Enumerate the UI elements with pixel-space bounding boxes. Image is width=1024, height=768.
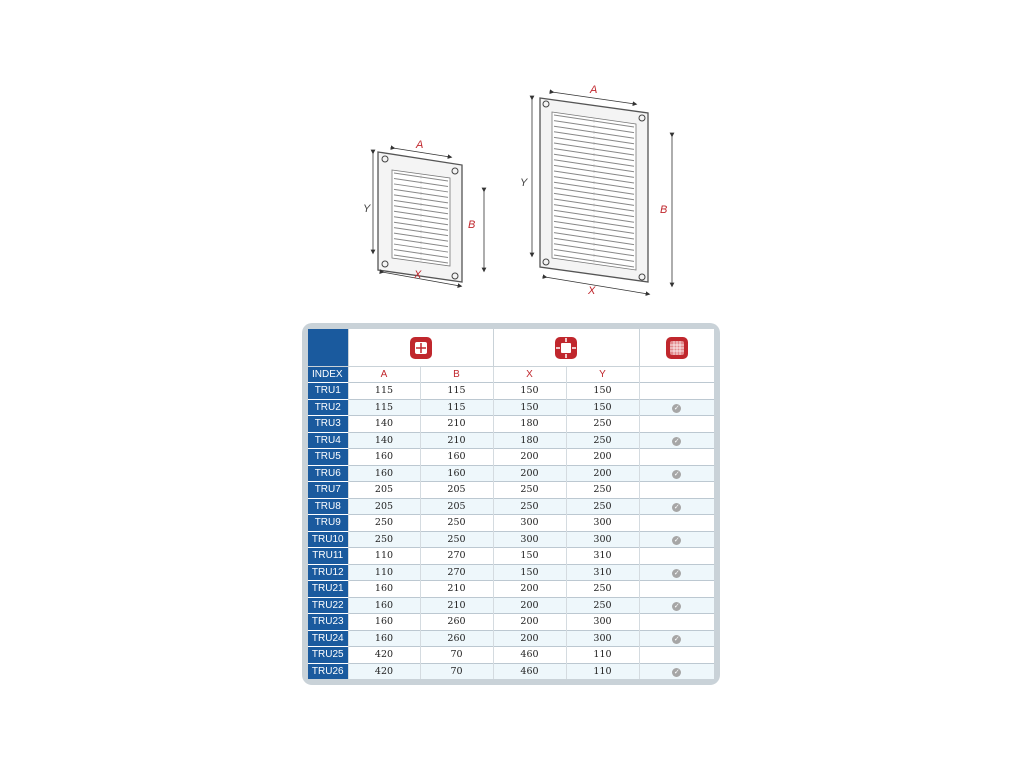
small-dim-x-label: X	[414, 269, 422, 281]
dim-x-cell: 200	[493, 465, 566, 482]
dim-b-cell: 115	[420, 383, 493, 400]
dim-x-cell: 200	[493, 449, 566, 466]
dim-b-cell: 210	[420, 581, 493, 598]
table-row	[308, 465, 714, 482]
table-row	[308, 416, 714, 433]
dim-y-cell: 250	[566, 597, 639, 614]
mesh-cell	[639, 416, 714, 433]
dim-a-cell: 420	[348, 663, 420, 679]
dim-y-cell: 250	[566, 482, 639, 499]
dim-y-cell: 110	[566, 647, 639, 664]
row-index-cell: TRU1	[308, 383, 348, 400]
dim-b-cell: 70	[420, 647, 493, 664]
mesh-icon	[666, 337, 688, 359]
index-corner-cell	[308, 329, 348, 367]
header-index: INDEX	[308, 367, 348, 383]
row-index-cell: TRU3	[308, 416, 348, 433]
dim-b-cell: 260	[420, 614, 493, 631]
large-grille-drawing	[520, 84, 672, 297]
dim-a-cell: 160	[348, 581, 420, 598]
vent-grille-drawings	[0, 0, 1024, 320]
small-dim-b-label: B	[468, 219, 476, 231]
table-row	[308, 548, 714, 565]
dim-b-cell: 160	[420, 449, 493, 466]
dim-a-cell: 110	[348, 548, 420, 565]
dim-y-cell: 300	[566, 630, 639, 647]
table-row	[308, 564, 714, 581]
mesh-cell	[639, 432, 714, 449]
check-icon: ✓	[673, 535, 680, 544]
row-index-cell: TRU8	[308, 498, 348, 515]
mesh-cell	[639, 581, 714, 598]
table-row	[308, 449, 714, 466]
dim-b-cell: 205	[420, 482, 493, 499]
specification-table-frame	[302, 323, 720, 685]
row-index-cell: TRU21	[308, 581, 348, 598]
dim-x-cell: 250	[493, 498, 566, 515]
mesh-cell	[639, 597, 714, 614]
mesh-cell	[639, 383, 714, 400]
large-dim-y-label: Y	[520, 177, 528, 189]
dim-b-cell: 270	[420, 548, 493, 565]
dim-b-cell: 210	[420, 432, 493, 449]
dimension-inner-icon	[410, 337, 432, 359]
dim-a-cell: 115	[348, 399, 420, 416]
dim-y-cell: 150	[566, 399, 639, 416]
dim-x-cell: 200	[493, 581, 566, 598]
row-index-cell: TRU6	[308, 465, 348, 482]
header-y: Y	[566, 367, 639, 383]
dim-b-cell: 210	[420, 597, 493, 614]
specification-table	[308, 329, 714, 679]
dim-y-cell: 250	[566, 416, 639, 433]
dim-a-cell: 160	[348, 465, 420, 482]
mesh-cell	[639, 465, 714, 482]
table-row	[308, 663, 714, 679]
table-row	[308, 614, 714, 631]
row-index-cell: TRU22	[308, 597, 348, 614]
mesh-cell	[639, 647, 714, 664]
dim-y-cell: 200	[566, 465, 639, 482]
mesh-cell	[639, 515, 714, 532]
mesh-cell	[639, 564, 714, 581]
header-x: X	[493, 367, 566, 383]
small-grille-drawing	[363, 139, 484, 286]
row-index-cell: TRU23	[308, 614, 348, 631]
dim-x-cell: 460	[493, 663, 566, 679]
check-icon: ✓	[673, 568, 680, 577]
dimension-outer-icon	[555, 337, 577, 359]
header-a: A	[348, 367, 420, 383]
check-icon: ✓	[673, 667, 680, 676]
dim-a-cell: 140	[348, 416, 420, 433]
dim-b-cell: 260	[420, 630, 493, 647]
check-icon: ✓	[673, 502, 680, 511]
dim-b-cell: 115	[420, 399, 493, 416]
dim-a-cell: 250	[348, 515, 420, 532]
dim-a-cell: 160	[348, 449, 420, 466]
row-index-cell: TRU10	[308, 531, 348, 548]
row-index-cell: TRU26	[308, 663, 348, 679]
table-row	[308, 630, 714, 647]
dim-x-cell: 300	[493, 531, 566, 548]
header-b: B	[420, 367, 493, 383]
dim-y-cell: 300	[566, 515, 639, 532]
dim-a-cell: 205	[348, 482, 420, 499]
dim-b-cell: 270	[420, 564, 493, 581]
table-row	[308, 383, 714, 400]
row-index-cell: TRU24	[308, 630, 348, 647]
table-row	[308, 531, 714, 548]
table-row	[308, 432, 714, 449]
row-index-cell: TRU25	[308, 647, 348, 664]
dim-a-cell: 420	[348, 647, 420, 664]
check-icon: ✓	[673, 403, 680, 412]
dim-y-cell: 250	[566, 581, 639, 598]
dim-x-cell: 150	[493, 548, 566, 565]
table-row	[308, 482, 714, 499]
dim-x-cell: 150	[493, 399, 566, 416]
table-row	[308, 581, 714, 598]
mesh-cell	[639, 663, 714, 679]
large-dim-b-label: B	[660, 204, 668, 216]
table-row	[308, 597, 714, 614]
dim-x-cell: 180	[493, 432, 566, 449]
mesh-cell	[639, 449, 714, 466]
dim-b-cell: 210	[420, 416, 493, 433]
dim-x-cell: 200	[493, 597, 566, 614]
row-index-cell: TRU11	[308, 548, 348, 565]
mesh-cell	[639, 531, 714, 548]
large-dim-a-label: A	[590, 84, 598, 96]
header-mesh	[639, 367, 714, 383]
outer-dimension-icon-cell	[493, 329, 639, 367]
dim-y-cell: 310	[566, 548, 639, 565]
dim-x-cell: 200	[493, 630, 566, 647]
dim-b-cell: 250	[420, 515, 493, 532]
dim-x-cell: 250	[493, 482, 566, 499]
dim-x-cell: 150	[493, 383, 566, 400]
table-row	[308, 399, 714, 416]
mesh-cell	[639, 630, 714, 647]
check-icon: ✓	[673, 634, 680, 643]
icon-header-row	[308, 329, 714, 367]
dim-y-cell: 250	[566, 432, 639, 449]
dim-b-cell: 250	[420, 531, 493, 548]
check-icon: ✓	[673, 469, 680, 478]
dim-a-cell: 160	[348, 597, 420, 614]
row-index-cell: TRU9	[308, 515, 348, 532]
dim-x-cell: 180	[493, 416, 566, 433]
small-dim-y-label: Y	[363, 203, 371, 215]
dim-a-cell: 160	[348, 614, 420, 631]
dim-b-cell: 70	[420, 663, 493, 679]
specification-table-inner	[308, 329, 714, 679]
dim-x-cell: 200	[493, 614, 566, 631]
dim-y-cell: 300	[566, 531, 639, 548]
mesh-cell	[639, 548, 714, 565]
mesh-cell	[639, 614, 714, 631]
small-dim-a-label: A	[416, 139, 424, 151]
dim-y-cell: 310	[566, 564, 639, 581]
dim-a-cell: 250	[348, 531, 420, 548]
dim-a-cell: 160	[348, 630, 420, 647]
dim-y-cell: 150	[566, 383, 639, 400]
mesh-cell	[639, 399, 714, 416]
table-row	[308, 647, 714, 664]
dim-a-cell: 140	[348, 432, 420, 449]
dim-b-cell: 160	[420, 465, 493, 482]
check-icon: ✓	[673, 601, 680, 610]
check-icon: ✓	[673, 436, 680, 445]
table-row	[308, 515, 714, 532]
inner-dimension-icon-cell	[348, 329, 493, 367]
dim-x-cell: 150	[493, 564, 566, 581]
column-header-row	[308, 367, 714, 383]
dim-y-cell: 200	[566, 449, 639, 466]
dim-a-cell: 110	[348, 564, 420, 581]
row-index-cell: TRU12	[308, 564, 348, 581]
dim-y-cell: 250	[566, 498, 639, 515]
row-index-cell: TRU7	[308, 482, 348, 499]
dim-y-cell: 300	[566, 614, 639, 631]
mesh-cell	[639, 498, 714, 515]
dim-a-cell: 205	[348, 498, 420, 515]
mesh-cell	[639, 482, 714, 499]
table-row	[308, 498, 714, 515]
mesh-icon-cell	[639, 329, 714, 367]
dim-a-cell: 115	[348, 383, 420, 400]
dim-x-cell: 460	[493, 647, 566, 664]
row-index-cell: TRU4	[308, 432, 348, 449]
dim-y-cell: 110	[566, 663, 639, 679]
large-dim-x-label: X	[588, 285, 596, 297]
row-index-cell: TRU2	[308, 399, 348, 416]
dim-b-cell: 205	[420, 498, 493, 515]
dim-x-cell: 300	[493, 515, 566, 532]
row-index-cell: TRU5	[308, 449, 348, 466]
